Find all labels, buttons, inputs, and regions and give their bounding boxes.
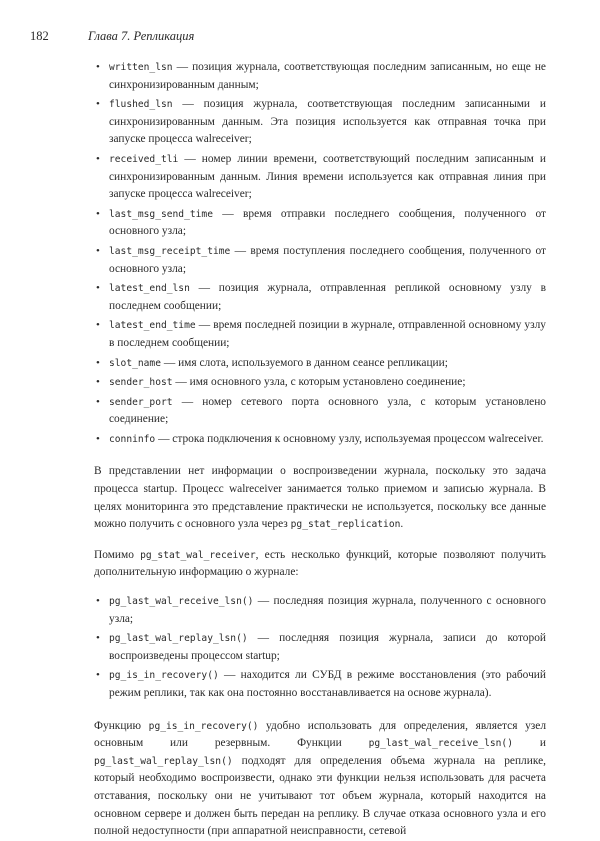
paragraph-text: . [400, 518, 404, 531]
list-item [94, 394, 546, 429]
field-name: sender_host [109, 377, 173, 389]
field-name: latest_end_time [109, 320, 196, 332]
list-item [94, 630, 546, 665]
list-item [94, 593, 546, 628]
inline-code: pg_last_wal_replay_lsn() [94, 755, 233, 767]
list-item [94, 667, 546, 702]
paragraph-functions-intro [94, 547, 546, 582]
paragraph-text: , есть несколько функций, которые позволяют получить дополнительную информацию о журнале: [94, 548, 547, 579]
field-name: last_msg_send_time [109, 208, 213, 220]
bullet-icon: • [96, 207, 100, 220]
field-name: written_lsn [109, 62, 173, 73]
field-name: conninfo [109, 433, 156, 445]
field-description: — имя основного узла, с которым установлено соединение; [172, 376, 466, 389]
field-description: — время поступления последнего сообщения, полученного от основного узла; [109, 244, 546, 275]
list-item [94, 206, 546, 241]
bullet-icon: • [96, 395, 100, 408]
bullet-icon: • [96, 632, 100, 645]
field-name: slot_name [109, 357, 161, 369]
list-item [94, 243, 546, 278]
bullet-icon: • [96, 319, 100, 332]
function-name: pg_is_in_recovery() [109, 670, 219, 682]
bullet-icon: • [96, 376, 100, 389]
field-description: — время отправки последнего сообщения, полученного от основного узла; [109, 207, 546, 238]
field-name: last_msg_receipt_time [109, 245, 231, 257]
field-description: — позиция журнала, соответствующая последним записанными и синхронизированным данным. Эта позиция используется как отправная точка при запуске процесса walreceiver; [109, 98, 546, 146]
function-description: — последняя позиция журнала, полученного с основного узла; [109, 595, 546, 625]
bullet-icon: • [96, 98, 100, 111]
list-item [94, 59, 546, 94]
field-description: — позиция журнала, отправленная репликой основному узлу в последнем сообщении; [109, 282, 546, 312]
inline-code: pg_stat_wal_receiver [140, 549, 256, 561]
bullet-icon: • [96, 61, 100, 73]
function-description: — находится ли СУБД в режиме восстановления (это рабочий режим реплики, так как она постоянно восстанавливается на основе журнала). [109, 669, 546, 699]
field-name: flushed_lsn [109, 99, 173, 111]
list-item [94, 151, 546, 204]
field-name: received_tli [109, 153, 179, 165]
page-body [94, 59, 546, 841]
paragraph-text: Функцию [94, 719, 149, 732]
list-item [94, 355, 546, 373]
wal-functions-list [94, 593, 546, 703]
paragraph-text: В представлении нет информации о воспроизведении журнала, поскольку это задача процесса startup. Процесс walreceiver занимается только приемом и записью журнала. В целях мониторинга это представление практически не используется, поскольку все данные можно получить с основного узла через [94, 465, 546, 531]
field-description: — время последней позиции в журнале, отправленной основному узлу в последнем сообщении; [109, 319, 546, 349]
chapter-title: Глава 7. Репликация [88, 29, 195, 43]
bullet-icon: • [96, 669, 100, 682]
paragraph-monitoring [94, 463, 546, 533]
paragraph-functions-usage [94, 718, 546, 841]
field-description: — позиция журнала, соответствующая последним записанным, но еще не синхронизированным данным; [109, 61, 546, 91]
bullet-icon: • [96, 432, 100, 445]
inline-code: pg_is_in_recovery() [148, 720, 259, 732]
list-item [94, 374, 546, 392]
bullet-icon: • [96, 595, 100, 608]
function-name: pg_last_wal_replay_lsn() [109, 633, 248, 645]
inline-code: pg_last_wal_receive_lsn() [368, 738, 513, 750]
function-description: — последняя позиция журнала, записи до которой воспроизведены процессом startup; [109, 632, 546, 662]
field-name: latest_end_lsn [109, 283, 190, 295]
field-description: — строка подключения к основному узлу, используемая процессом walreceiver. [155, 432, 544, 445]
list-item [94, 280, 546, 315]
field-description: — номер сетевого порта основного узла, с которым установлено соединение; [109, 395, 546, 426]
list-item [94, 431, 546, 449]
function-name: pg_last_wal_receive_lsn() [109, 596, 254, 608]
page-number: 182 [30, 29, 49, 43]
paragraph-text: и [512, 737, 546, 750]
bullet-icon: • [96, 356, 100, 369]
list-item [94, 96, 546, 149]
bullet-icon: • [96, 152, 100, 165]
wal-receiver-fields-list [94, 59, 546, 448]
paragraph-text: удобно использовать для определения, является узел основным или резервным. Функции [94, 719, 547, 750]
field-description: — имя слота, используемого в данном сеансе репликации; [160, 356, 448, 369]
paragraph-text: подходят для определения объема журнала на реплике, который необходимо воспроизвести, однако эти функции нельзя использовать для расчета отставания, поскольку они не учитывают тот объем журнала, который находится на основном сервере и должен быть передан на реплику. В случае отказа основного узла и его полной недоступности (при аппаратной неисправности, сетевой [94, 754, 546, 838]
field-description: — номер линии времени, соответствующий последним записанным и синхронизированным данным. Линия времени используется как отправная линия при запуске процесса walreceiver; [109, 152, 546, 201]
list-item [94, 317, 546, 352]
field-name: sender_port [109, 396, 173, 408]
inline-code: pg_stat_replication [290, 519, 401, 531]
bullet-icon: • [96, 244, 100, 257]
bullet-icon: • [96, 282, 100, 295]
paragraph-text: Помимо [94, 548, 141, 561]
running-header [30, 29, 570, 47]
